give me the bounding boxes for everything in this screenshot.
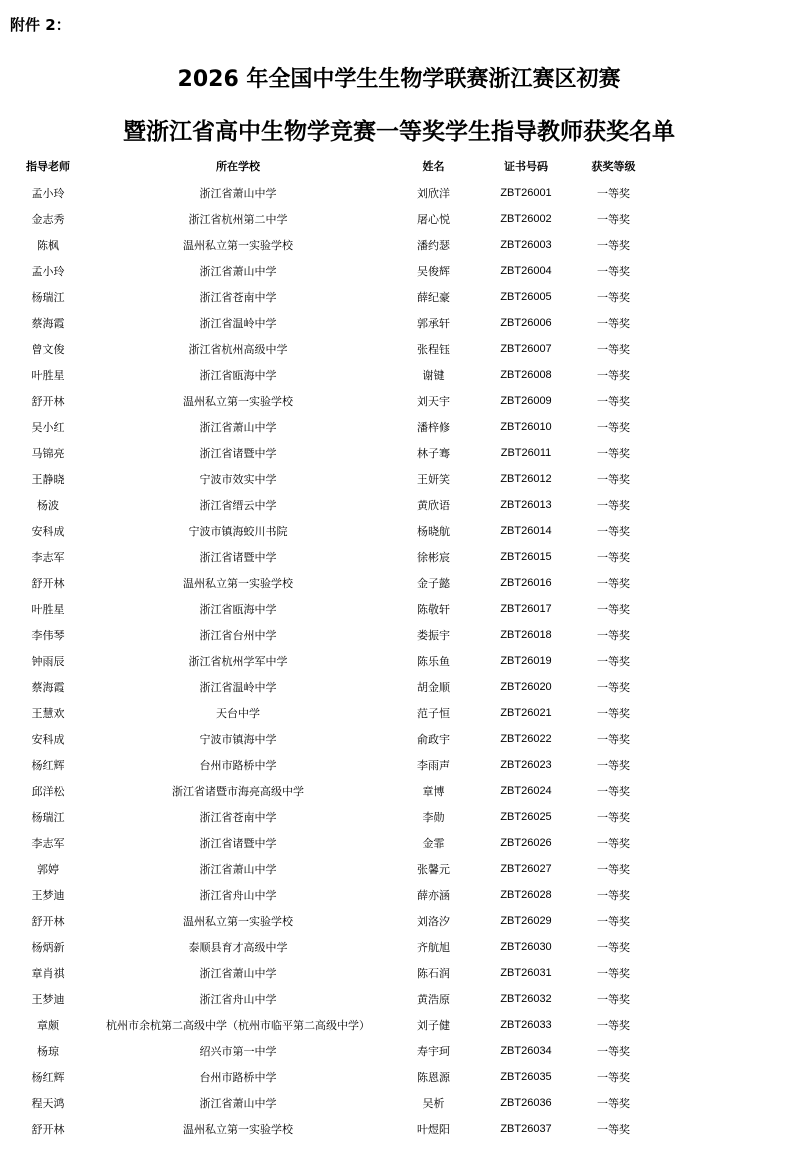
certificate-cell: ZBT26023 bbox=[500, 759, 552, 771]
school-cell: 宁波市效实中学 bbox=[199, 473, 277, 486]
table-row bbox=[0, 518, 798, 544]
teacher-cell: 蔡海霞 bbox=[31, 681, 65, 694]
table-body bbox=[0, 180, 798, 1142]
school-cell: 浙江省诸暨中学 bbox=[199, 551, 277, 564]
award-cell: 一等奖 bbox=[597, 1123, 630, 1136]
teacher-cell: 李志军 bbox=[31, 837, 65, 850]
award-cell: 一等奖 bbox=[597, 785, 630, 798]
certificate-cell: ZBT26027 bbox=[500, 863, 552, 875]
teacher-cell: 钟雨辰 bbox=[31, 655, 65, 668]
table-row bbox=[0, 258, 798, 284]
award-cell: 一等奖 bbox=[597, 447, 630, 460]
teacher-cell: 舒开林 bbox=[31, 1123, 65, 1136]
school-cell: 浙江省萧山中学 bbox=[199, 1097, 277, 1110]
student-cell: 郭承轩 bbox=[417, 317, 450, 330]
school-cell: 浙江省杭州第二中学 bbox=[188, 213, 288, 226]
table-row bbox=[0, 492, 798, 518]
award-cell: 一等奖 bbox=[597, 395, 630, 408]
table-row bbox=[0, 284, 798, 310]
table-row bbox=[0, 882, 798, 908]
student-cell: 张程钰 bbox=[417, 343, 450, 356]
teacher-cell: 安科成 bbox=[31, 733, 65, 746]
student-cell: 谢键 bbox=[422, 369, 445, 382]
row-spacer bbox=[662, 1012, 798, 1038]
school-cell: 浙江省台州中学 bbox=[199, 629, 277, 642]
row-spacer bbox=[662, 674, 798, 700]
school-cell: 浙江省舟山中学 bbox=[199, 889, 277, 902]
certificate-cell: ZBT26033 bbox=[500, 1019, 552, 1031]
school-cell: 浙江省诸暨中学 bbox=[199, 447, 277, 460]
school-cell: 温州私立第一实验学校 bbox=[183, 239, 293, 252]
teacher-cell: 章颇 bbox=[37, 1019, 59, 1032]
student-cell: 俞政宇 bbox=[417, 733, 450, 746]
school-cell: 浙江省温岭中学 bbox=[199, 681, 277, 694]
teacher-cell: 杨红辉 bbox=[31, 759, 65, 772]
row-spacer bbox=[662, 206, 798, 232]
row-spacer bbox=[662, 258, 798, 284]
award-cell: 一等奖 bbox=[597, 629, 630, 642]
student-cell: 李勋 bbox=[422, 811, 445, 824]
row-spacer bbox=[662, 180, 798, 206]
table-row bbox=[0, 960, 798, 986]
award-cell: 一等奖 bbox=[597, 551, 630, 564]
student-cell: 黄浩原 bbox=[417, 993, 450, 1006]
student-cell: 娄振宇 bbox=[417, 629, 450, 642]
table-row bbox=[0, 986, 798, 1012]
school-cell: 浙江省杭州学军中学 bbox=[188, 655, 288, 668]
student-cell: 王妍笑 bbox=[417, 473, 450, 486]
school-cell: 浙江省瓯海中学 bbox=[199, 369, 277, 382]
table-row bbox=[0, 336, 798, 362]
table-row bbox=[0, 596, 798, 622]
row-spacer bbox=[662, 414, 798, 440]
award-cell: 一等奖 bbox=[597, 1019, 630, 1032]
row-spacer bbox=[662, 830, 798, 856]
school-cell: 浙江省萧山中学 bbox=[199, 863, 277, 876]
award-cell: 一等奖 bbox=[597, 681, 630, 694]
student-cell: 齐航旭 bbox=[417, 941, 450, 954]
school-cell: 浙江省萧山中学 bbox=[199, 967, 277, 980]
teacher-cell: 李伟琴 bbox=[31, 629, 65, 642]
school-cell: 浙江省萧山中学 bbox=[199, 421, 277, 434]
teacher-cell: 叶胜星 bbox=[31, 603, 65, 616]
school-cell: 台州市路桥中学 bbox=[199, 759, 277, 772]
teacher-cell: 王梦迪 bbox=[31, 889, 65, 902]
teacher-cell: 吴小红 bbox=[31, 421, 65, 434]
student-cell: 张馨元 bbox=[417, 863, 450, 876]
school-cell: 浙江省苍南中学 bbox=[199, 811, 277, 824]
row-spacer bbox=[662, 1064, 798, 1090]
certificate-cell: ZBT26013 bbox=[500, 499, 552, 511]
award-cell: 一等奖 bbox=[597, 343, 630, 356]
award-table bbox=[0, 152, 798, 1142]
student-cell: 金子懿 bbox=[417, 577, 450, 590]
table-row bbox=[0, 622, 798, 648]
certificate-cell: ZBT26002 bbox=[500, 213, 552, 225]
teacher-cell: 杨红辉 bbox=[31, 1071, 65, 1084]
certificate-cell: ZBT26020 bbox=[500, 681, 552, 693]
teacher-cell: 安科成 bbox=[31, 525, 65, 538]
student-cell: 林子骞 bbox=[417, 447, 450, 460]
teacher-cell: 王梦迪 bbox=[31, 993, 65, 1006]
student-cell: 范子恒 bbox=[417, 707, 450, 720]
row-spacer bbox=[662, 440, 798, 466]
school-cell: 杭州市余杭第二高级中学（杭州市临平第二高级中学） bbox=[106, 1019, 370, 1032]
certificate-cell: ZBT26022 bbox=[500, 733, 552, 745]
certificate-cell: ZBT26001 bbox=[500, 187, 552, 199]
certificate-cell: ZBT26031 bbox=[500, 967, 552, 979]
certificate-cell: ZBT26026 bbox=[500, 837, 552, 849]
award-cell: 一等奖 bbox=[597, 993, 630, 1006]
school-cell: 浙江省瓯海中学 bbox=[199, 603, 277, 616]
teacher-cell: 陈枫 bbox=[37, 239, 59, 252]
col-header-certificate: 证书号码 bbox=[504, 160, 548, 173]
student-cell: 黄欣语 bbox=[417, 499, 450, 512]
table-row bbox=[0, 440, 798, 466]
row-spacer bbox=[662, 856, 798, 882]
award-cell: 一等奖 bbox=[597, 811, 630, 824]
school-cell: 宁波市镇海中学 bbox=[199, 733, 277, 746]
row-spacer bbox=[662, 362, 798, 388]
student-cell: 刘子健 bbox=[417, 1019, 450, 1032]
table-row bbox=[0, 674, 798, 700]
student-cell: 陈石润 bbox=[417, 967, 450, 980]
table-row bbox=[0, 180, 798, 206]
award-cell: 一等奖 bbox=[597, 577, 630, 590]
table-row bbox=[0, 934, 798, 960]
col-header-award: 获奖等级 bbox=[591, 160, 636, 173]
student-cell: 屠心悦 bbox=[417, 213, 450, 226]
col-header-teacher: 指导老师 bbox=[26, 160, 70, 173]
row-spacer bbox=[662, 232, 798, 258]
certificate-cell: ZBT26024 bbox=[500, 785, 552, 797]
teacher-cell: 杨瑞江 bbox=[31, 291, 65, 304]
school-cell: 温州私立第一实验学校 bbox=[183, 1123, 293, 1136]
teacher-cell: 马锦亮 bbox=[31, 447, 65, 460]
teacher-cell: 杨炳新 bbox=[31, 941, 65, 954]
row-spacer bbox=[662, 882, 798, 908]
row-spacer bbox=[662, 960, 798, 986]
award-cell: 一等奖 bbox=[597, 265, 630, 278]
award-cell: 一等奖 bbox=[597, 1097, 630, 1110]
teacher-cell: 邱洋松 bbox=[31, 785, 65, 798]
award-cell: 一等奖 bbox=[597, 889, 630, 902]
table-row bbox=[0, 232, 798, 258]
document-title: 2026 年全国中学生生物学联赛浙江赛区初赛 bbox=[177, 67, 621, 92]
table-row bbox=[0, 466, 798, 492]
student-cell: 潘梓修 bbox=[417, 421, 450, 434]
certificate-cell: ZBT26016 bbox=[500, 577, 552, 589]
award-cell: 一等奖 bbox=[597, 525, 630, 538]
student-cell: 薛亦涵 bbox=[417, 889, 450, 902]
award-cell: 一等奖 bbox=[597, 1045, 630, 1058]
row-spacer bbox=[662, 908, 798, 934]
certificate-cell: ZBT26009 bbox=[500, 395, 552, 407]
table-header-row bbox=[0, 152, 798, 180]
row-spacer bbox=[662, 544, 798, 570]
award-cell: 一等奖 bbox=[597, 317, 630, 330]
certificate-cell: ZBT26006 bbox=[500, 317, 552, 329]
certificate-cell: ZBT26010 bbox=[500, 421, 552, 433]
table-row bbox=[0, 362, 798, 388]
school-cell: 浙江省温岭中学 bbox=[199, 317, 277, 330]
teacher-cell: 舒开林 bbox=[31, 915, 65, 928]
award-cell: 一等奖 bbox=[597, 941, 630, 954]
row-spacer bbox=[662, 986, 798, 1012]
certificate-cell: ZBT26018 bbox=[500, 629, 552, 641]
student-cell: 杨晓航 bbox=[417, 525, 450, 538]
award-cell: 一等奖 bbox=[597, 1071, 630, 1084]
award-cell: 一等奖 bbox=[597, 499, 630, 512]
student-cell: 章博 bbox=[422, 785, 445, 798]
certificate-cell: ZBT26034 bbox=[500, 1045, 552, 1057]
table-row bbox=[0, 1116, 798, 1142]
school-cell: 绍兴市第一中学 bbox=[199, 1045, 277, 1058]
award-cell: 一等奖 bbox=[597, 655, 630, 668]
row-spacer bbox=[662, 388, 798, 414]
table-row bbox=[0, 752, 798, 778]
student-cell: 金霏 bbox=[422, 837, 445, 850]
certificate-cell: ZBT26008 bbox=[500, 369, 552, 381]
student-cell: 刘洛汐 bbox=[417, 915, 450, 928]
table-row bbox=[0, 1064, 798, 1090]
table-row bbox=[0, 856, 798, 882]
certificate-cell: ZBT26025 bbox=[500, 811, 552, 823]
award-cell: 一等奖 bbox=[597, 213, 630, 226]
teacher-cell: 郭婷 bbox=[37, 863, 59, 876]
row-spacer bbox=[662, 752, 798, 778]
teacher-cell: 杨琼 bbox=[37, 1045, 59, 1058]
row-spacer bbox=[662, 934, 798, 960]
row-spacer bbox=[662, 1116, 798, 1142]
teacher-cell: 金志秀 bbox=[31, 213, 65, 226]
certificate-cell: ZBT26007 bbox=[500, 343, 552, 355]
table-row bbox=[0, 726, 798, 752]
row-spacer bbox=[662, 622, 798, 648]
certificate-cell: ZBT26005 bbox=[500, 291, 552, 303]
school-cell: 台州市路桥中学 bbox=[199, 1071, 277, 1084]
certificate-cell: ZBT26012 bbox=[500, 473, 552, 485]
school-cell: 天台中学 bbox=[216, 707, 260, 720]
row-spacer bbox=[662, 466, 798, 492]
school-cell: 浙江省苍南中学 bbox=[199, 291, 277, 304]
certificate-cell: ZBT26017 bbox=[500, 603, 552, 615]
attachment-label: 附件 2： bbox=[10, 16, 71, 34]
school-cell: 浙江省杭州高级中学 bbox=[188, 343, 288, 356]
student-cell: 陈乐鱼 bbox=[417, 655, 450, 668]
student-cell: 陈恩源 bbox=[417, 1071, 450, 1084]
teacher-cell: 杨瑞江 bbox=[31, 811, 65, 824]
table-row bbox=[0, 1090, 798, 1116]
table-row bbox=[0, 310, 798, 336]
school-cell: 浙江省诸暨市海亮高级中学 bbox=[172, 785, 304, 798]
row-spacer bbox=[662, 700, 798, 726]
row-spacer bbox=[662, 648, 798, 674]
table-row bbox=[0, 206, 798, 232]
certificate-cell: ZBT26003 bbox=[500, 239, 552, 251]
award-cell: 一等奖 bbox=[597, 837, 630, 850]
award-cell: 一等奖 bbox=[597, 473, 630, 486]
teacher-cell: 舒开林 bbox=[31, 577, 65, 590]
row-spacer bbox=[662, 596, 798, 622]
student-cell: 徐彬宸 bbox=[417, 551, 450, 564]
row-spacer bbox=[662, 336, 798, 362]
certificate-cell: ZBT26015 bbox=[500, 551, 552, 563]
student-cell: 寿宇珂 bbox=[417, 1045, 450, 1058]
certificate-cell: ZBT26019 bbox=[500, 655, 552, 667]
teacher-cell: 曾文俊 bbox=[31, 343, 65, 356]
table-row bbox=[0, 570, 798, 596]
teacher-cell: 李志军 bbox=[31, 551, 65, 564]
certificate-cell: ZBT26014 bbox=[500, 525, 552, 537]
school-cell: 浙江省萧山中学 bbox=[199, 187, 277, 200]
school-cell: 浙江省舟山中学 bbox=[199, 993, 277, 1006]
student-cell: 薛纪豪 bbox=[417, 291, 450, 304]
school-cell: 温州私立第一实验学校 bbox=[183, 915, 293, 928]
award-cell: 一等奖 bbox=[597, 759, 630, 772]
row-spacer bbox=[662, 310, 798, 336]
certificate-cell: ZBT26037 bbox=[500, 1123, 552, 1135]
document-subtitle: 暨浙江省高中生物学竞赛一等奖学生指导教师获奖名单 bbox=[123, 119, 675, 145]
table-row bbox=[0, 414, 798, 440]
award-cell: 一等奖 bbox=[597, 863, 630, 876]
teacher-cell: 蔡海霞 bbox=[31, 317, 65, 330]
teacher-cell: 王静晓 bbox=[31, 473, 65, 486]
school-cell: 宁波市镇海蛟川书院 bbox=[188, 525, 288, 538]
student-cell: 胡金顺 bbox=[417, 681, 450, 694]
student-cell: 吴俊辉 bbox=[417, 265, 450, 278]
row-spacer bbox=[662, 1090, 798, 1116]
teacher-cell: 章肖祺 bbox=[31, 967, 65, 980]
teacher-cell: 杨波 bbox=[37, 499, 59, 512]
certificate-cell: ZBT26036 bbox=[500, 1097, 552, 1109]
table-row bbox=[0, 804, 798, 830]
row-spacer bbox=[662, 1038, 798, 1064]
certificate-cell: ZBT26032 bbox=[500, 993, 552, 1005]
row-spacer bbox=[662, 518, 798, 544]
student-cell: 刘欣洋 bbox=[417, 187, 450, 200]
certificate-cell: ZBT26035 bbox=[500, 1071, 552, 1083]
school-cell: 温州私立第一实验学校 bbox=[183, 577, 293, 590]
teacher-cell: 孟小玲 bbox=[31, 265, 65, 278]
certificate-cell: ZBT26029 bbox=[500, 915, 552, 927]
award-cell: 一等奖 bbox=[597, 187, 630, 200]
row-spacer bbox=[662, 492, 798, 518]
award-cell: 一等奖 bbox=[597, 915, 630, 928]
student-cell: 陈敬轩 bbox=[417, 603, 450, 616]
certificate-cell: ZBT26011 bbox=[500, 447, 552, 459]
award-cell: 一等奖 bbox=[597, 967, 630, 980]
school-cell: 温州私立第一实验学校 bbox=[183, 395, 293, 408]
certificate-cell: ZBT26028 bbox=[500, 889, 552, 901]
award-cell: 一等奖 bbox=[597, 291, 630, 304]
col-header-school: 所在学校 bbox=[216, 160, 260, 173]
certificate-cell: ZBT26004 bbox=[500, 265, 552, 277]
award-cell: 一等奖 bbox=[597, 733, 630, 746]
award-cell: 一等奖 bbox=[597, 707, 630, 720]
table-row bbox=[0, 648, 798, 674]
table-row bbox=[0, 830, 798, 856]
award-cell: 一等奖 bbox=[597, 239, 630, 252]
teacher-cell: 舒开林 bbox=[31, 395, 65, 408]
student-cell: 刘天宇 bbox=[417, 395, 450, 408]
certificate-cell: ZBT26021 bbox=[500, 707, 552, 719]
row-spacer bbox=[662, 284, 798, 310]
teacher-cell: 王慧欢 bbox=[31, 707, 65, 720]
table-row bbox=[0, 700, 798, 726]
award-cell: 一等奖 bbox=[597, 603, 630, 616]
student-cell: 叶煜阳 bbox=[417, 1123, 450, 1136]
teacher-cell: 孟小玲 bbox=[31, 187, 65, 200]
table-row bbox=[0, 1038, 798, 1064]
award-cell: 一等奖 bbox=[597, 369, 630, 382]
award-cell: 一等奖 bbox=[597, 421, 630, 434]
student-cell: 潘约瑟 bbox=[417, 239, 450, 252]
certificate-cell: ZBT26030 bbox=[500, 941, 552, 953]
table-row bbox=[0, 544, 798, 570]
teacher-cell: 程天鸿 bbox=[31, 1097, 65, 1110]
teacher-cell: 叶胜星 bbox=[31, 369, 65, 382]
col-header-student: 姓名 bbox=[422, 160, 445, 173]
student-cell: 李雨声 bbox=[417, 759, 450, 772]
row-spacer bbox=[662, 778, 798, 804]
table-row bbox=[0, 388, 798, 414]
table-row bbox=[0, 1012, 798, 1038]
row-spacer bbox=[662, 804, 798, 830]
row-spacer bbox=[662, 570, 798, 596]
table-row bbox=[0, 778, 798, 804]
school-cell: 浙江省诸暨中学 bbox=[199, 837, 277, 850]
school-cell: 泰顺县育才高级中学 bbox=[188, 941, 288, 954]
row-spacer bbox=[662, 726, 798, 752]
student-cell: 吴析 bbox=[422, 1097, 445, 1110]
table-row bbox=[0, 908, 798, 934]
col-spacer bbox=[662, 152, 798, 180]
school-cell: 浙江省萧山中学 bbox=[199, 265, 277, 278]
school-cell: 浙江省缙云中学 bbox=[199, 499, 277, 512]
